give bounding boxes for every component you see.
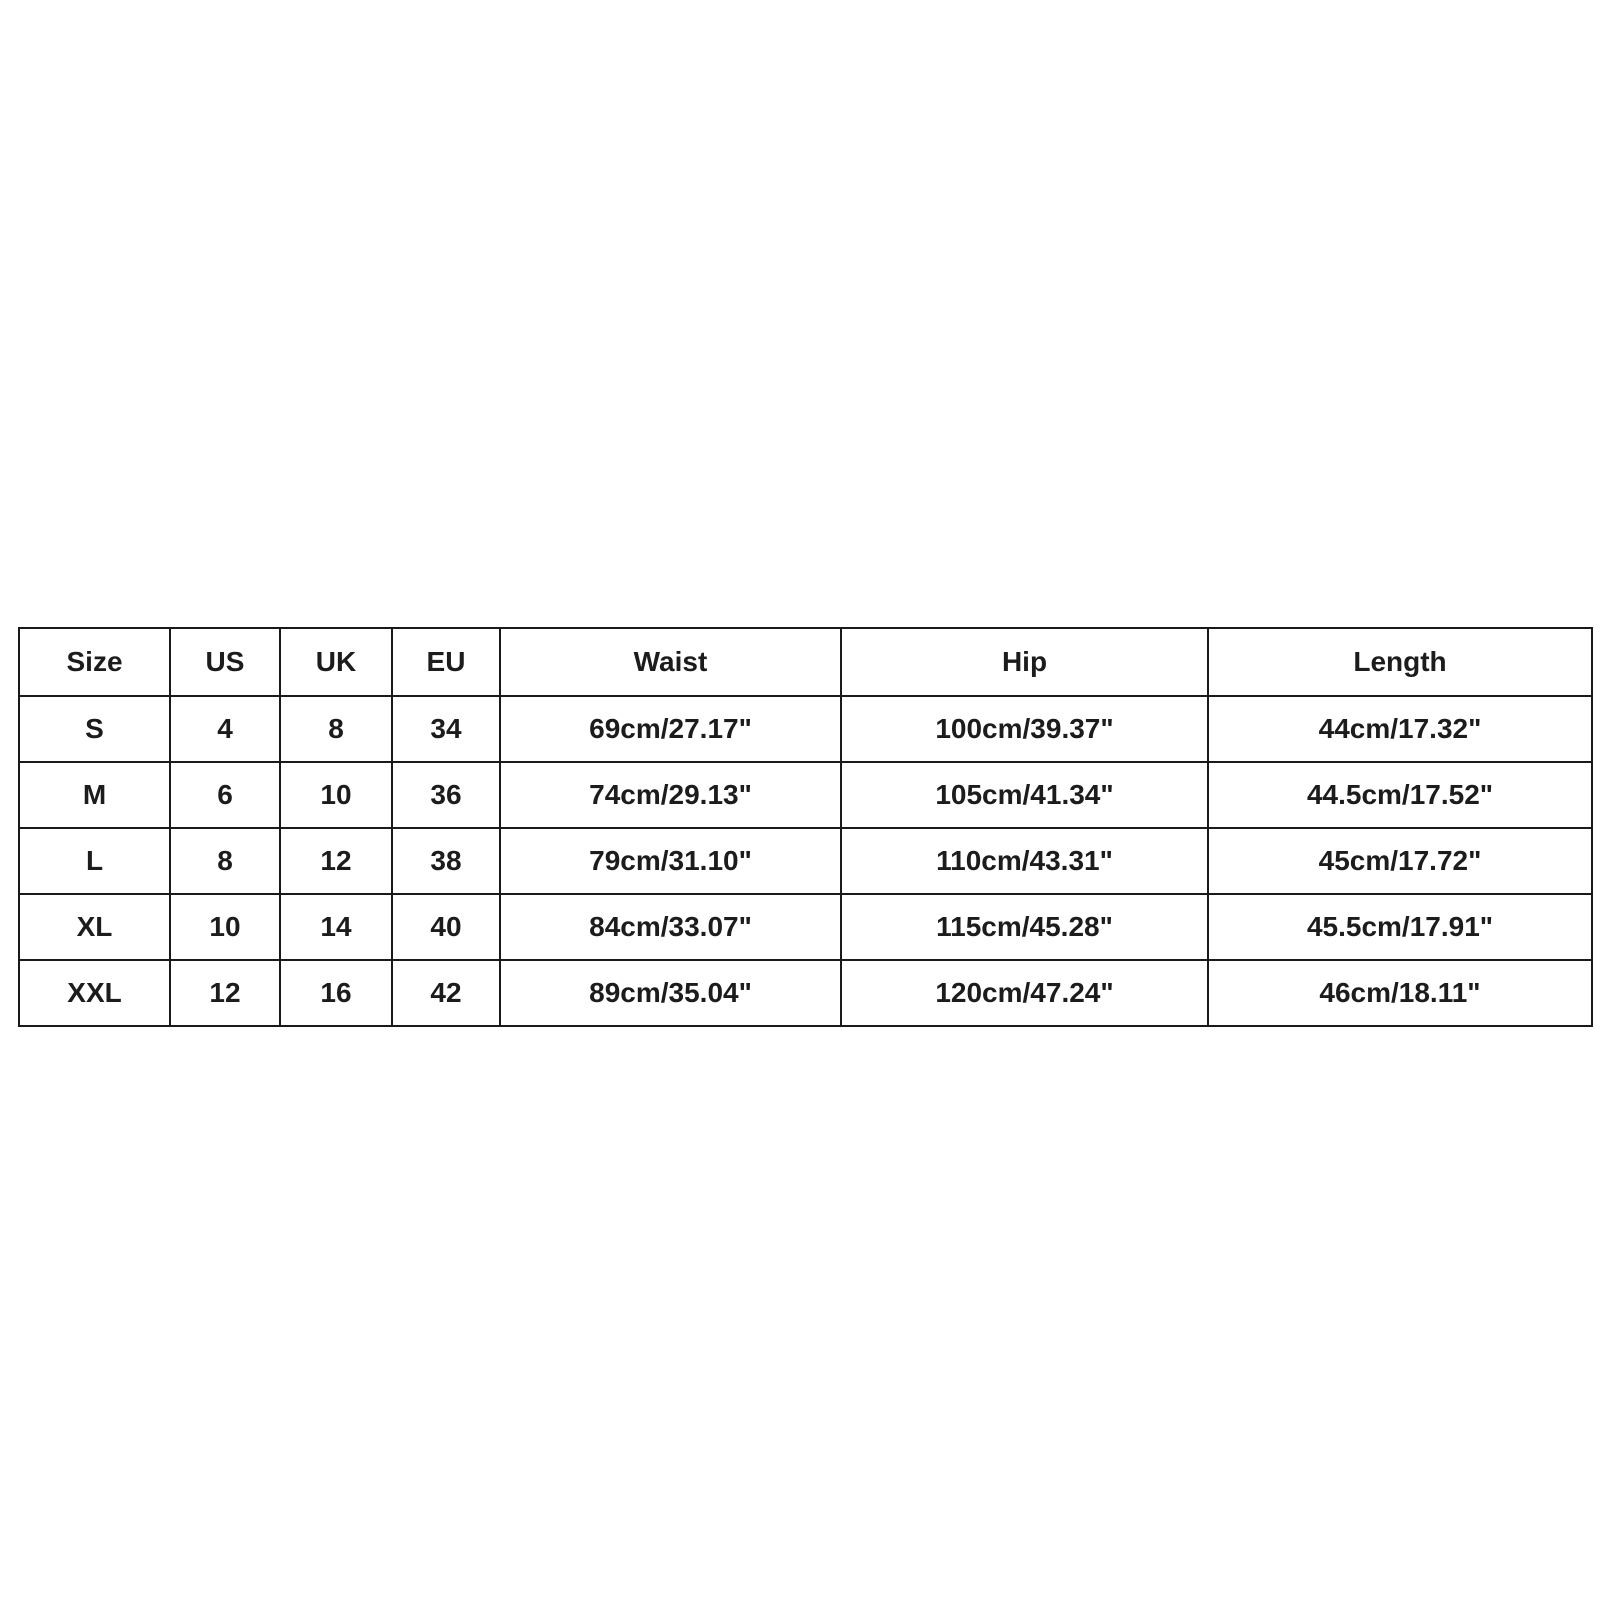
header-hip: Hip	[841, 628, 1208, 696]
table-row	[19, 762, 1592, 828]
cell-waist: 89cm/35.04"	[500, 960, 841, 1026]
cell-size: S	[19, 696, 170, 762]
cell-length: 46cm/18.11"	[1208, 960, 1592, 1026]
header-row	[19, 628, 1592, 696]
cell-uk: 12	[280, 828, 392, 894]
cell-eu: 36	[392, 762, 500, 828]
header-eu: EU	[392, 628, 500, 696]
cell-waist: 79cm/31.10"	[500, 828, 841, 894]
cell-size: M	[19, 762, 170, 828]
cell-waist: 84cm/33.07"	[500, 894, 841, 960]
header-uk: UK	[280, 628, 392, 696]
cell-us: 6	[170, 762, 280, 828]
cell-length: 44cm/17.32"	[1208, 696, 1592, 762]
cell-hip: 120cm/47.24"	[841, 960, 1208, 1026]
cell-us: 10	[170, 894, 280, 960]
cell-length: 44.5cm/17.52"	[1208, 762, 1592, 828]
cell-uk: 14	[280, 894, 392, 960]
cell-waist: 74cm/29.13"	[500, 762, 841, 828]
cell-hip: 110cm/43.31"	[841, 828, 1208, 894]
cell-us: 12	[170, 960, 280, 1026]
cell-size: XXL	[19, 960, 170, 1026]
cell-hip: 100cm/39.37"	[841, 696, 1208, 762]
size-chart-table	[18, 627, 1593, 1027]
table-row	[19, 828, 1592, 894]
cell-us: 8	[170, 828, 280, 894]
cell-hip: 105cm/41.34"	[841, 762, 1208, 828]
cell-uk: 10	[280, 762, 392, 828]
cell-eu: 38	[392, 828, 500, 894]
cell-waist: 69cm/27.17"	[500, 696, 841, 762]
cell-size: XL	[19, 894, 170, 960]
cell-length: 45cm/17.72"	[1208, 828, 1592, 894]
cell-uk: 8	[280, 696, 392, 762]
table-row	[19, 960, 1592, 1026]
cell-length: 45.5cm/17.91"	[1208, 894, 1592, 960]
cell-uk: 16	[280, 960, 392, 1026]
table-row	[19, 696, 1592, 762]
header-length: Length	[1208, 628, 1592, 696]
cell-eu: 34	[392, 696, 500, 762]
cell-hip: 115cm/45.28"	[841, 894, 1208, 960]
header-size: Size	[19, 628, 170, 696]
cell-eu: 40	[392, 894, 500, 960]
table-row	[19, 894, 1592, 960]
cell-size: L	[19, 828, 170, 894]
cell-eu: 42	[392, 960, 500, 1026]
cell-us: 4	[170, 696, 280, 762]
header-us: US	[170, 628, 280, 696]
header-waist: Waist	[500, 628, 841, 696]
